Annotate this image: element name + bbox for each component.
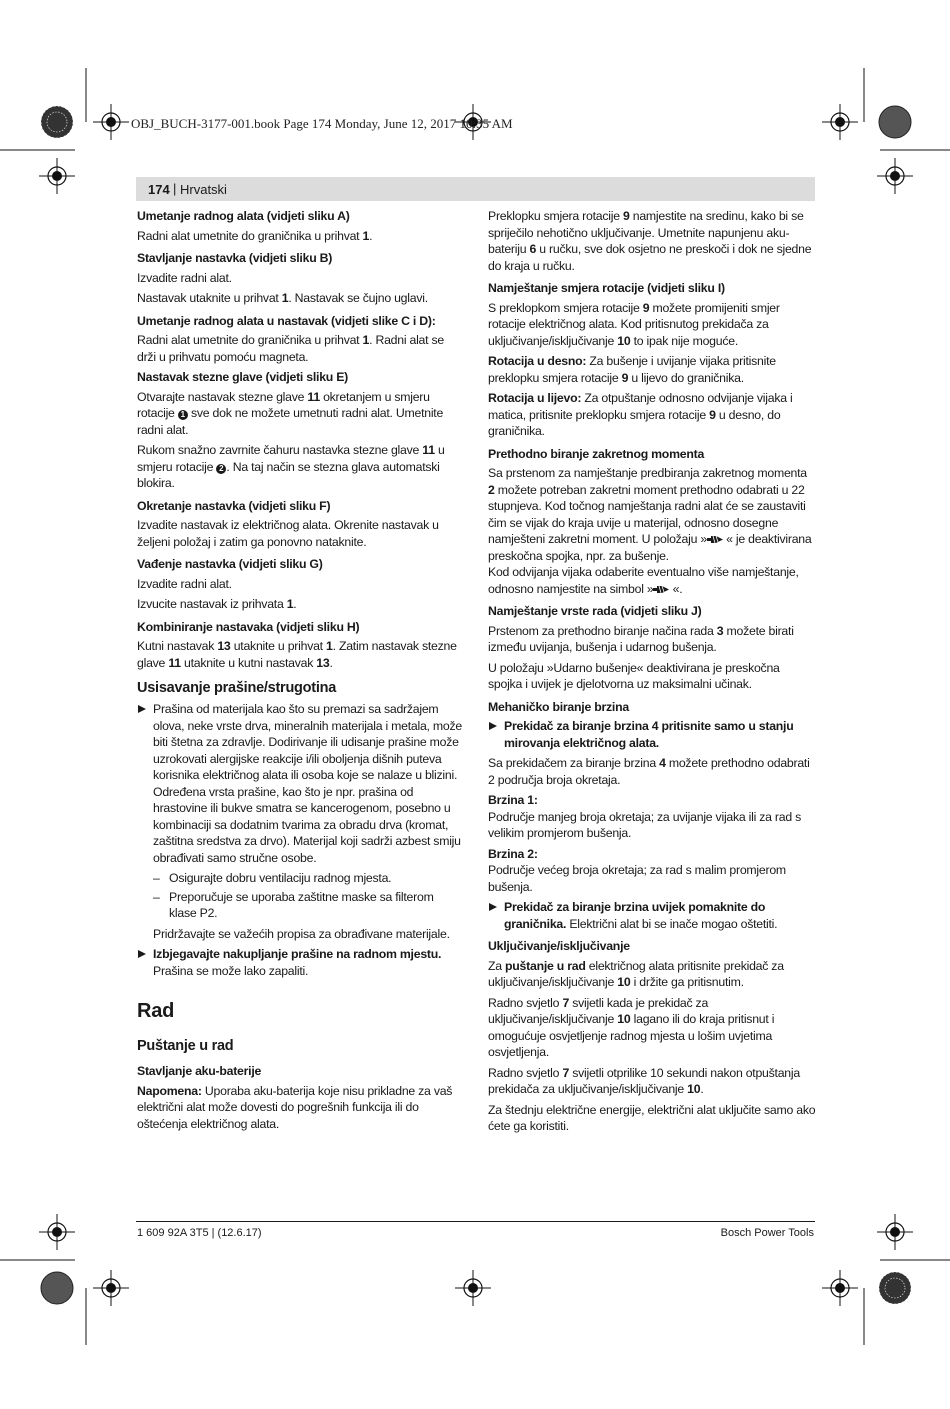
crosshair-mark-left-upper <box>39 158 75 194</box>
circled-number-icon: 1 <box>178 410 188 420</box>
paragraph: Otvarajte nastavak stezne glave 11 okretanjem u smjeru rotacije 1 sve dok ne možete umetnuti radni alat. Umetnite radni alat. <box>137 389 444 437</box>
paragraph: Izvadite radni alat. <box>137 576 232 591</box>
footer-rule <box>136 1221 815 1222</box>
section-heading: Mehaničko biranje brzina <box>488 699 629 714</box>
disc-mark-bottom-left <box>41 1272 73 1304</box>
footer-doc-number: 1 609 92A 3T5 | (12.6.17) <box>137 1227 262 1239</box>
paragraph: Rotacija u lijevo: Za otpuštanje odnosno odvijanje vijaka i matica, pritisnite preklopku smjera rotacije 9 u desno, do graničnika. <box>488 391 793 438</box>
crosshair-mark-top-right <box>822 104 858 140</box>
disc-mark-top-right <box>879 106 911 138</box>
sunburst-mark-bottom-right <box>879 1272 911 1304</box>
section-heading: Umetanje radnog alata u nastavak (vidjeti slike C i D): <box>137 313 436 328</box>
section-heading: Umetanje radnog alata (vidjeti sliku A) <box>137 209 350 223</box>
language-label: Hrvatski <box>180 182 227 197</box>
page-header-bar <box>136 177 815 201</box>
crosshair-mark-right-lower <box>877 1214 913 1250</box>
paragraph: Pridržavajte se važećih propisa za obrađivane materijale. <box>153 926 450 941</box>
triangle-bullet-icon <box>138 705 146 713</box>
paragraph: Područje većeg broja okretaja; za rad s malim promjerom bušenja. <box>488 863 786 894</box>
section-heading: Kombiniranje nastavaka (vidjeti sliku H) <box>137 619 360 634</box>
footer-brand: Bosch Power Tools <box>720 1227 814 1239</box>
bullet-item: Prekidač za biranje brzina uvijek pomaknite do graničnika. Električni alat bi se inače mogao oštetiti. <box>488 899 816 932</box>
bullet-item: Prašina od materijala kao što su premazi sa sadržajem olova, neke vrste drva, mineralnih materijala i metala, može biti štetna za zdravlje. Dodirivanje ili udisanje prašine može uzrokovati alergijske reakcije i/ili oboljenja dišnih puteva korisnika električnog alata ili osoba koje se nalaze u blizini. Određena vrsta prašine, kao što je npr. prašina od hrastovine ili bukve smatra se kancerogenom, posebno u kombinaciji sa dodatnim tvarima za obradu drva (kromat, zaštitna sredstva za drvo). Materijal koji sadrži azbest smiju obrađivati samo stručne osobe. <box>137 701 463 866</box>
section-heading: Vađenje nastavka (vidjeti sliku G) <box>137 557 323 571</box>
paragraph: Nastavak utaknite u prihvat 1. Nastavak se čujno uglavi. <box>137 291 428 305</box>
triangle-bullet-icon <box>489 722 497 730</box>
paragraph: Radno svjetlo 7 svijetli kada je prekidač za uključivanje/isključivanje 10 lagano ili do kraja pritisnut i omogućuje osvjetljenje radnog mjesta u lošim uvjetima osvjetljenja. <box>488 995 775 1059</box>
print-header: OBJ_BUCH-3177-001.book Page 174 Monday, June 12, 2017 10:35 AM <box>131 116 513 131</box>
section-heading: Namještanje vrste rada (vidjeti sliku J) <box>488 604 702 618</box>
drill-symbol-icon <box>653 585 669 594</box>
circled-number-icon: 2 <box>216 464 226 474</box>
crosshair-mark-left-lower <box>39 1214 75 1250</box>
paragraph: Prstenom za prethodno biranje načina rada 3 možete birati između uvijanja, bušenja i udarnog bušenja. <box>488 623 794 654</box>
right-column <box>488 208 816 1139</box>
crosshair-mark-right-upper <box>877 158 913 194</box>
paragraph: Napomena: Uporaba aku-baterija koje nisu prikladne za vaš električni alat može dovesti do pogrešnih funkcija ili do oštećenja električnog alata. <box>137 1083 453 1131</box>
crosshair-mark-bottom-right <box>822 1270 858 1306</box>
crosshair-mark-bottom-center <box>455 1270 491 1306</box>
paragraph: Izvadite radni alat. <box>137 270 232 285</box>
section-heading: Namještanje smjera rotacije (vidjeti sliku I) <box>488 281 725 295</box>
section-heading: Prethodno biranje zakretnog momenta <box>488 446 705 461</box>
crosshair-mark-top-left <box>93 104 129 140</box>
chapter-title: Rad <box>137 1000 175 1022</box>
header-separator: | <box>173 181 177 196</box>
paragraph: Radno svjetlo 7 svijetli otprilike 10 sekundi nakon otpuštanja prekidača za uključivanje/isključivanje 10. <box>488 1065 800 1096</box>
section-heading: Nastavak stezne glave (vidjeti sliku E) <box>137 370 349 384</box>
crosshair-mark-bottom-left <box>93 1270 129 1306</box>
paragraph: Izvadite nastavak iz električnog alata. Okrenite nastavak u željeni položaj i zatim ga ponovno nataknite. <box>137 518 439 549</box>
subsection-title: Puštanje u rad <box>137 1038 234 1054</box>
paragraph: Izvucite nastavak iz prihvata 1. <box>137 597 297 611</box>
paragraph: Sa prekidačem za biranje brzina 4 možete prethodno odabrati 2 područja broja okretaja. <box>488 756 810 787</box>
paragraph: Rotacija u desno: Za bušenje i uvijanje vijaka pritisnite preklopku smjera rotacije 9 u lijevo do graničnika. <box>488 354 776 385</box>
section-heading: Uključivanje/isključivanje <box>488 939 630 953</box>
paragraph: Za puštanje u rad električnog alata pritisnite prekidač za uključivanje/isključivanje 10 i držite ga pritisnutim. <box>488 958 784 989</box>
dash-item: – Preporučuje se uporaba zaštitne maske sa filterom klase P2. <box>153 889 434 920</box>
section-heading: Okretanje nastavka (vidjeti sliku F) <box>137 498 331 513</box>
drill-symbol-icon <box>707 535 723 544</box>
paragraph: Rukom snažno zavrnite čahuru nastavka stezne glave 11 u smjeru rotacije 2 . Na taj način se stezna glava automatski blokira. <box>137 443 445 490</box>
paragraph: Za štednju električne energije, električni alat uključite samo ako ćete ga koristiti. <box>488 1102 816 1133</box>
left-column <box>137 208 463 1136</box>
bullet-item: Prekidač za biranje brzina 4 pritisnite samo u stanju mirovanja električnog alata. <box>488 718 816 751</box>
triangle-bullet-icon <box>489 903 497 911</box>
page-number: 174 <box>148 182 170 197</box>
paragraph: Kod odvijanja vijaka odaberite eventualno više namještanje, odnosno namjestite na simbol » «. <box>488 565 799 596</box>
section-title: Usisavanje prašine/strugotina <box>137 680 337 696</box>
section-heading: Brzina 1: <box>488 793 538 807</box>
section-heading: Brzina 2: <box>488 846 538 861</box>
paragraph: Radni alat umetnite do graničnika u prihvat 1. Radni alat se drži u prihvatu pomoću magneta. <box>137 333 444 364</box>
triangle-bullet-icon <box>138 950 146 958</box>
dash-item: – Osigurajte dobru ventilaciju radnog mjesta. <box>153 871 392 885</box>
paragraph: S preklopkom smjera rotacije 9 možete promijeniti smjer rotacije električnog alata. Kod pritisnutog prekidača za uključivanje/isključivanje 10 to ipak nije moguće. <box>488 300 780 348</box>
section-heading: Stavljanje nastavka (vidjeti sliku B) <box>137 251 333 265</box>
paragraph: Sa prstenom za namještanje predbiranja zakretnog momenta 2 možete potreban zakretni moment prethodno odabrati u 22 stupnjeva. Kod točnog namještanja radni alat će se zaustaviti čim se vijak do kraja uvije u materijal, odnosno dosegne namješteni zakretni moment. U položaju » « je deaktivirana preskočna spojka, npr. za bušenje. <box>488 466 812 563</box>
paragraph: Preklopku smjera rotacije 9 namjestite na sredinu, kako bi se spriječilo nehotično uključivanje. Umetnite napunjenu aku-bateriju 6 u ručku, sve dok osjetno ne preskoči i dok ne sjedne do kraja u ručku. <box>488 209 812 273</box>
paragraph: U položaju »Udarno bušenje« deaktivirana je preskočna spojka i uvijek je djelotvorna uz maksimalni učinak. <box>488 660 780 691</box>
paragraph: Radni alat umetnite do graničnika u prihvat 1. <box>137 228 373 243</box>
section-heading: Stavljanje aku-baterije <box>137 1064 262 1078</box>
paragraph: Kutni nastavak 13 utaknite u prihvat 1. Zatim nastavak stezne glave 11 utaknite u kutni nastavak 13. <box>137 639 457 670</box>
paragraph: Područje manjeg broja okretaja; za uvijanje vijaka ili za rad s velikim promjerom bušenja. <box>488 809 802 840</box>
bullet-item: Izbjegavajte nakupljanje prašine na radnom mjestu. Prašina se može lako zapaliti. <box>137 946 463 979</box>
sunburst-mark-top-left <box>41 106 73 138</box>
